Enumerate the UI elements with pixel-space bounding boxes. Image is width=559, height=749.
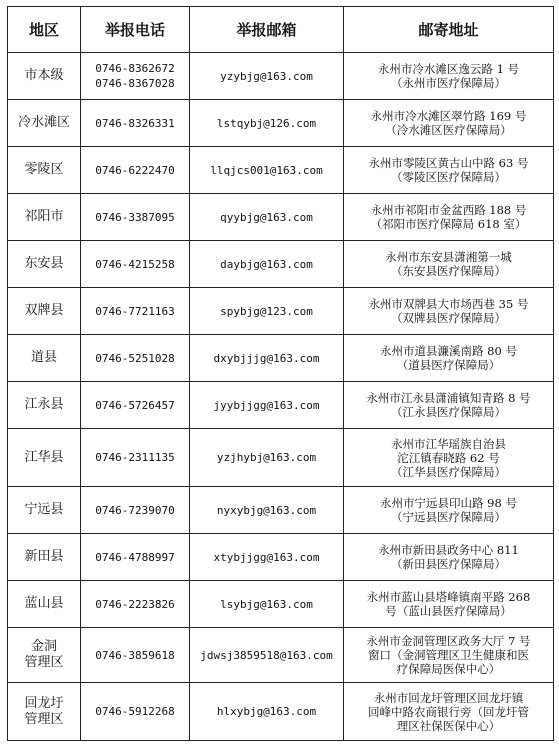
cell-address-line: 永州市双牌县大市场西巷 35 号 <box>368 297 529 311</box>
header-phone: 举报电话 <box>81 7 190 53</box>
cell-email-text: xtybjjgg@163.com <box>213 550 320 564</box>
cell-address-line: 永州市宁远县印山路 98 号 <box>380 496 517 510</box>
cell-address <box>344 628 554 683</box>
header-region: 地区 <box>8 7 81 53</box>
table-row <box>8 241 554 288</box>
cell-address-line: （祁阳市医疗保障局 618 室） <box>370 217 527 231</box>
cell-address <box>344 382 554 429</box>
cell-email <box>190 487 344 534</box>
cell-address <box>344 53 554 100</box>
cell-address-line: 永州市金洞管理区政务大厅 7 号 <box>366 634 531 648</box>
cell-email <box>190 100 344 147</box>
cell-email <box>190 581 344 628</box>
cell-address-line: 永州市道县濂溪南路 80 号 <box>380 344 517 358</box>
cell-region-line: 蓝山县 <box>24 596 64 611</box>
cell-phone <box>81 100 190 147</box>
table-row <box>8 581 554 628</box>
cell-phone <box>81 288 190 335</box>
cell-address-line: （道县医疗保障局） <box>396 358 501 372</box>
cell-address <box>344 429 554 487</box>
cell-address <box>344 487 554 534</box>
cell-address <box>344 147 554 194</box>
cell-address-line: （零陵区医疗保障局） <box>391 170 506 184</box>
cell-phone-line: 0746-8367028 <box>95 77 175 90</box>
cell-address-line: （冷水滩区医疗保障局） <box>385 123 512 137</box>
cell-address-line: 永州市回龙圩管理区回龙圩镇 <box>373 690 524 705</box>
cell-email-text: daybjg@163.com <box>220 257 313 271</box>
cell-address-line: 永州市零陵区黄古山中路 63 号 <box>368 156 529 170</box>
cell-region-line: 市本级 <box>24 68 64 83</box>
cell-region <box>8 100 81 147</box>
cell-email-text: jdwsj3859518@163.com <box>200 648 333 662</box>
cell-email <box>190 288 344 335</box>
cell-phone-line: 0746-4788997 <box>95 550 175 564</box>
cell-region-line: 宁远县 <box>24 502 64 517</box>
table-row <box>8 147 554 194</box>
cell-phone <box>81 683 190 741</box>
cell-email <box>190 534 344 581</box>
table-row <box>8 534 554 581</box>
cell-email-text: yzjhybj@163.com <box>216 451 317 464</box>
cell-region <box>8 241 81 288</box>
cell-email-text: qyybjg@163.com <box>220 210 313 224</box>
cell-region <box>8 53 81 100</box>
cell-phone-line: 0746-5726457 <box>95 398 175 412</box>
cell-phone <box>81 628 190 683</box>
cell-phone-line: 0746-8326331 <box>95 116 175 130</box>
cell-phone-line: 0746-5251028 <box>95 351 175 365</box>
cell-address <box>344 288 554 335</box>
cell-phone <box>81 53 190 100</box>
cell-address-line: 永州市祁阳市金盆西路 188 号 <box>370 203 527 217</box>
cell-phone-line: 0746-6222470 <box>95 163 175 177</box>
cell-address-line: （永州市医疗保障局） <box>391 76 506 90</box>
cell-address <box>344 581 554 628</box>
cell-region <box>8 382 81 429</box>
cell-phone <box>81 429 190 487</box>
cell-address-line: （新田县医疗保障局） <box>391 557 506 571</box>
cell-email-text: nyxybjg@163.com <box>216 503 317 517</box>
cell-region-line: 祁阳市 <box>24 209 64 224</box>
cell-region <box>8 581 81 628</box>
cell-phone-line: 0746-8362672 <box>95 62 175 75</box>
cell-address <box>344 683 554 741</box>
cell-region <box>8 628 81 683</box>
cell-email-text: spybjg@123.com <box>220 304 313 318</box>
cell-phone-line: 0746-2311135 <box>95 451 175 464</box>
header-address: 邮寄地址 <box>344 7 554 53</box>
cell-email <box>190 429 344 487</box>
table-row <box>8 628 554 683</box>
cell-phone-line: 0746-7239070 <box>95 503 175 517</box>
cell-address-line: 回峰中路农商银行旁（回龙圩管 <box>368 704 529 719</box>
cell-address-line: 永州市江永县潇浦镇知青路 8 号 <box>366 391 531 405</box>
cell-address-line: 永州市新田县政务中心 811 <box>378 543 519 557</box>
table-row <box>8 100 554 147</box>
cell-address-line: 永州市冷水滩区翠竹路 169 号 <box>370 109 527 123</box>
cell-address-line: 永州市东安县潇湘第一城 <box>385 250 512 264</box>
cell-region-line: 东安县 <box>24 256 64 271</box>
cell-address-line: （东安县医疗保障局） <box>391 264 506 278</box>
cell-region <box>8 335 81 382</box>
cell-region-line: 新田县 <box>24 549 64 564</box>
cell-phone <box>81 487 190 534</box>
cell-email <box>190 147 344 194</box>
table-row <box>8 194 554 241</box>
cell-region <box>8 487 81 534</box>
cell-phone <box>81 382 190 429</box>
cell-email-text: dxybjjjg@163.com <box>213 351 320 365</box>
cell-region-line: 管理区 <box>24 711 64 727</box>
table-row <box>8 288 554 335</box>
cell-address-line: 理区社保医保中心） <box>396 718 501 733</box>
cell-email <box>190 382 344 429</box>
cell-email-text: jyybjjgg@163.com <box>213 398 320 412</box>
table-row <box>8 382 554 429</box>
table-row <box>8 335 554 382</box>
cell-email <box>190 683 344 741</box>
report-contact-table-container <box>7 6 553 741</box>
cell-phone <box>81 241 190 288</box>
report-contact-table <box>7 6 554 741</box>
cell-phone <box>81 581 190 628</box>
table-row <box>8 53 554 100</box>
cell-phone-line: 0746-2223826 <box>95 597 175 611</box>
cell-email <box>190 335 344 382</box>
cell-region-line: 双牌县 <box>24 303 64 318</box>
cell-region-line: 冷水滩区 <box>17 115 70 130</box>
cell-address-line: （江永县医疗保障局） <box>391 405 506 419</box>
cell-address-line: 永州市江华瑶族自治县 <box>391 436 506 451</box>
cell-region-line: 道县 <box>30 350 57 365</box>
cell-address <box>344 241 554 288</box>
cell-address <box>344 194 554 241</box>
cell-email <box>190 194 344 241</box>
cell-address-line: 永州市蓝山县塔峰镇南平路 268 <box>366 590 531 604</box>
table-body <box>8 53 554 741</box>
cell-email <box>190 241 344 288</box>
cell-phone-line: 0746-3387095 <box>95 210 175 224</box>
cell-email <box>190 628 344 683</box>
cell-phone-line: 0746-7721163 <box>95 304 175 318</box>
cell-region <box>8 683 81 741</box>
cell-region-line: 管理区 <box>24 655 64 670</box>
cell-address-line: 沱江镇春晓路 62 号 <box>397 450 500 465</box>
cell-address <box>344 100 554 147</box>
cell-region <box>8 147 81 194</box>
table-row <box>8 487 554 534</box>
cell-email-text: llqjcs001@163.com <box>210 163 323 177</box>
cell-address-line: （江华县医疗保障局） <box>391 464 506 479</box>
cell-region <box>8 429 81 487</box>
cell-email-text: yzybjg@163.com <box>220 69 313 83</box>
cell-email-text: lstqybj@126.com <box>216 116 317 130</box>
cell-region-line: 零陵区 <box>24 162 64 177</box>
cell-phone-line: 0746-5912268 <box>95 705 175 718</box>
cell-region <box>8 534 81 581</box>
cell-region <box>8 194 81 241</box>
cell-address-line: （双牌县医疗保障局） <box>391 311 506 325</box>
cell-address <box>344 534 554 581</box>
cell-region-line: 回龙圩 <box>24 695 64 711</box>
cell-address-line: （宁远县医疗保障局） <box>391 510 506 524</box>
cell-email-text: lsybjg@163.com <box>220 597 313 611</box>
cell-region-line: 江华县 <box>24 449 64 465</box>
cell-region-line: 江永县 <box>24 397 64 412</box>
table-row <box>8 429 554 487</box>
cell-phone <box>81 534 190 581</box>
cell-address-line: 疗保障局医保中心） <box>396 662 501 676</box>
cell-region <box>8 288 81 335</box>
header-email: 举报邮箱 <box>190 7 344 53</box>
table-row <box>8 683 554 741</box>
cell-email-text: hlxybjg@163.com <box>216 705 317 718</box>
cell-phone-line: 0746-3859618 <box>95 648 175 662</box>
cell-address <box>344 335 554 382</box>
cell-region-line: 金洞 <box>30 639 57 654</box>
cell-address-line: 号（蓝山县医疗保障局） <box>385 604 512 618</box>
cell-address-line: 永州市冷水滩区逸云路 1 号 <box>377 62 520 76</box>
cell-phone <box>81 147 190 194</box>
cell-phone <box>81 335 190 382</box>
table-header-row <box>8 7 554 53</box>
cell-email <box>190 53 344 100</box>
cell-phone <box>81 194 190 241</box>
cell-address-line: 窗口（金洞管理区卫生健康和医 <box>368 648 529 662</box>
cell-phone-line: 0746-4215258 <box>95 257 175 271</box>
